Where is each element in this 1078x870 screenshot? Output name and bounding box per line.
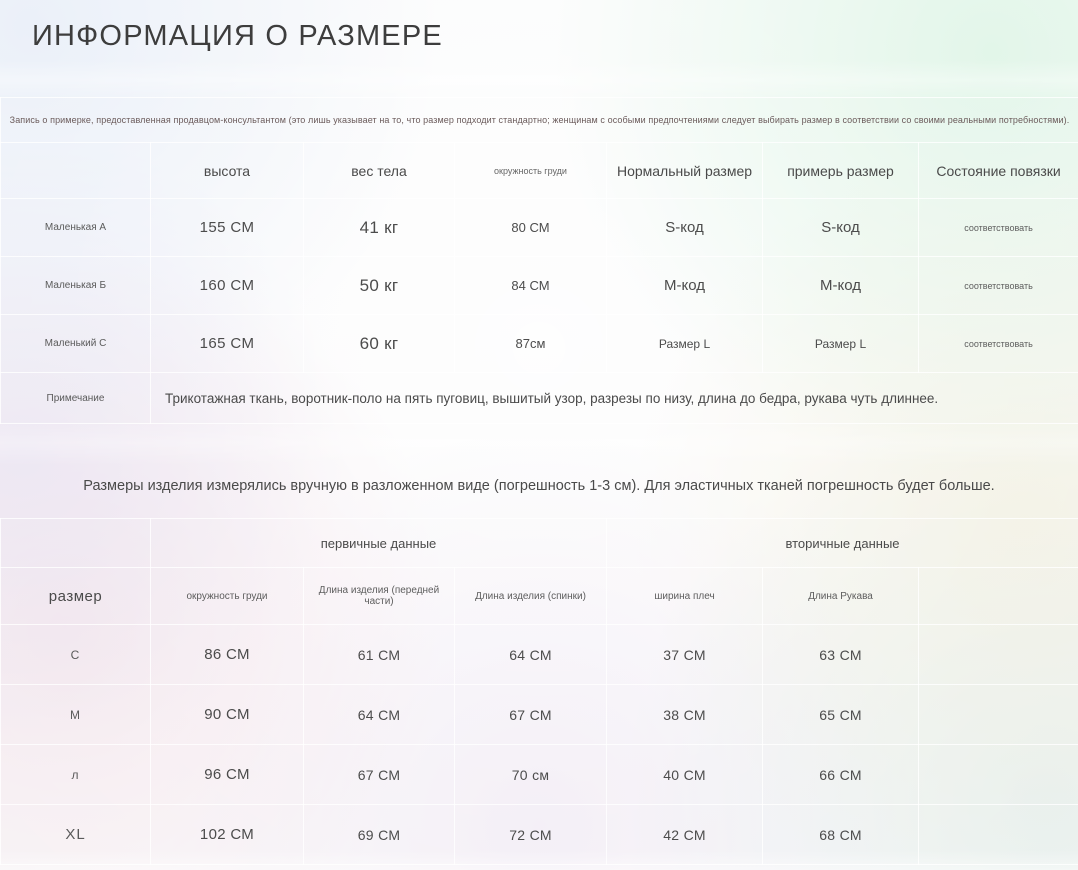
measure-row-extra bbox=[919, 625, 1078, 685]
page-title: ИНФОРМАЦИЯ О РАЗМЕРЕ bbox=[32, 20, 443, 52]
measure-row-back-length: 64 СМ bbox=[455, 625, 607, 685]
measure-row-size: XL bbox=[1, 805, 151, 865]
fit-row-bust: 84 СМ bbox=[455, 257, 607, 315]
fit-row-try-size: М-код bbox=[763, 257, 919, 315]
measure-row-extra bbox=[919, 805, 1078, 865]
garment-measurement-table bbox=[0, 518, 1078, 865]
measure-row-size: М bbox=[1, 685, 151, 745]
fit-row-height: 155 СМ bbox=[151, 199, 304, 257]
measure-header-sleeve: Длина Рукава bbox=[763, 568, 919, 625]
fit-reference-table bbox=[0, 97, 1078, 424]
fit-table-disclaimer: Запись о примерке, предоставленная продавцом-консультантом (это лишь указывает на то, что размер подходит стандартно; женщинам с особыми предпочтениями следует выбирать размер в соответствии со своими реальными потребностями). bbox=[1, 98, 1078, 143]
measure-header-front-length: Длина изделия (передней части) bbox=[304, 568, 455, 625]
measure-row-shoulder: 42 СМ bbox=[607, 805, 763, 865]
measure-row-bust: 90 СМ bbox=[151, 685, 304, 745]
measure-row-front-length: 64 СМ bbox=[304, 685, 455, 745]
memo-row bbox=[1, 373, 1078, 424]
photo-haze-top bbox=[0, 60, 1078, 100]
fit-row-normal-size: S-код bbox=[607, 199, 763, 257]
measure-row-extra bbox=[919, 745, 1078, 805]
measure-row-sleeve: 63 СМ bbox=[763, 625, 919, 685]
fit-row-label: Маленькая Б bbox=[1, 257, 151, 315]
fit-row-normal-size: Размер L bbox=[607, 315, 763, 373]
measure-row-front-length: 69 СМ bbox=[304, 805, 455, 865]
fit-table-disclaimer-row bbox=[1, 98, 1078, 143]
table-row bbox=[1, 257, 1078, 315]
fit-header-bust: окружность груди bbox=[455, 143, 607, 199]
memo-text: Трикотажная ткань, воротник-поло на пять пуговиц, вышитый узор, разрезы по низу, длина до бедра, рукава чуть длиннее. bbox=[151, 373, 1078, 424]
fit-row-height: 165 СМ bbox=[151, 315, 304, 373]
measure-row-bust: 96 СМ bbox=[151, 745, 304, 805]
fit-row-try-size: S-код bbox=[763, 199, 919, 257]
measure-row-shoulder: 40 СМ bbox=[607, 745, 763, 805]
fit-row-height: 160 СМ bbox=[151, 257, 304, 315]
measurement-disclaimer: Размеры изделия измерялись вручную в разложенном виде (погрешность 1-3 см). Для эластичных тканей погрешность будет больше. bbox=[83, 478, 995, 494]
table-row bbox=[1, 685, 1078, 745]
measure-row-back-length: 67 СМ bbox=[455, 685, 607, 745]
measure-header-size: размер bbox=[1, 568, 151, 625]
measure-row-front-length: 67 СМ bbox=[304, 745, 455, 805]
measure-group-secondary: вторичные данные bbox=[607, 519, 1078, 568]
measure-row-size: С bbox=[1, 625, 151, 685]
fit-row-bust: 87см bbox=[455, 315, 607, 373]
measure-row-front-length: 61 СМ bbox=[304, 625, 455, 685]
measure-header-row bbox=[1, 568, 1078, 625]
measure-row-extra bbox=[919, 685, 1078, 745]
fit-header-normal-size: Нормальный размер bbox=[607, 143, 763, 199]
measure-row-shoulder: 38 СМ bbox=[607, 685, 763, 745]
table-row bbox=[1, 805, 1078, 865]
table-row bbox=[1, 745, 1078, 805]
fit-row-label: Маленькая А bbox=[1, 199, 151, 257]
measure-row-sleeve: 65 СМ bbox=[763, 685, 919, 745]
measure-row-back-length: 72 СМ bbox=[455, 805, 607, 865]
fit-row-try-size: Размер L bbox=[763, 315, 919, 373]
fit-row-bust: 80 СМ bbox=[455, 199, 607, 257]
fit-row-weight: 41 кг bbox=[304, 199, 455, 257]
measure-row-sleeve: 66 СМ bbox=[763, 745, 919, 805]
measure-row-back-length: 70 см bbox=[455, 745, 607, 805]
measure-row-bust: 102 СМ bbox=[151, 805, 304, 865]
measure-header-bust: окружность груди bbox=[151, 568, 304, 625]
measure-header-back-length: Длина изделия (спинки) bbox=[455, 568, 607, 625]
fit-row-weight: 50 кг bbox=[304, 257, 455, 315]
measure-row-bust: 86 СМ bbox=[151, 625, 304, 685]
measure-row-sleeve: 68 СМ bbox=[763, 805, 919, 865]
fit-row-weight: 60 кг bbox=[304, 315, 455, 373]
fit-header-height: высота bbox=[151, 143, 304, 199]
fit-row-label: Маленький С bbox=[1, 315, 151, 373]
fit-row-state: соответствовать bbox=[919, 257, 1078, 315]
fit-row-state: соответствовать bbox=[919, 199, 1078, 257]
fit-header-try-size: примерь размер bbox=[763, 143, 919, 199]
measure-row-size: л bbox=[1, 745, 151, 805]
fit-header-weight: вес тела bbox=[304, 143, 455, 199]
fit-header-blank bbox=[1, 143, 151, 199]
table-row bbox=[1, 315, 1078, 373]
table-row bbox=[1, 199, 1078, 257]
measure-group-blank bbox=[1, 519, 151, 568]
memo-label: Примечание bbox=[1, 373, 151, 424]
fit-header-fit-state: Состояние повязки bbox=[919, 143, 1078, 199]
measure-header-shoulder: ширина плеч bbox=[607, 568, 763, 625]
measure-row-shoulder: 37 СМ bbox=[607, 625, 763, 685]
table-row bbox=[1, 625, 1078, 685]
measure-group-primary: первичные данные bbox=[151, 519, 607, 568]
fit-row-state: соответствовать bbox=[919, 315, 1078, 373]
measure-header-extra bbox=[919, 568, 1078, 625]
fit-table-header-row bbox=[1, 143, 1078, 199]
fit-row-normal-size: М-код bbox=[607, 257, 763, 315]
measure-group-header-row bbox=[1, 519, 1078, 568]
